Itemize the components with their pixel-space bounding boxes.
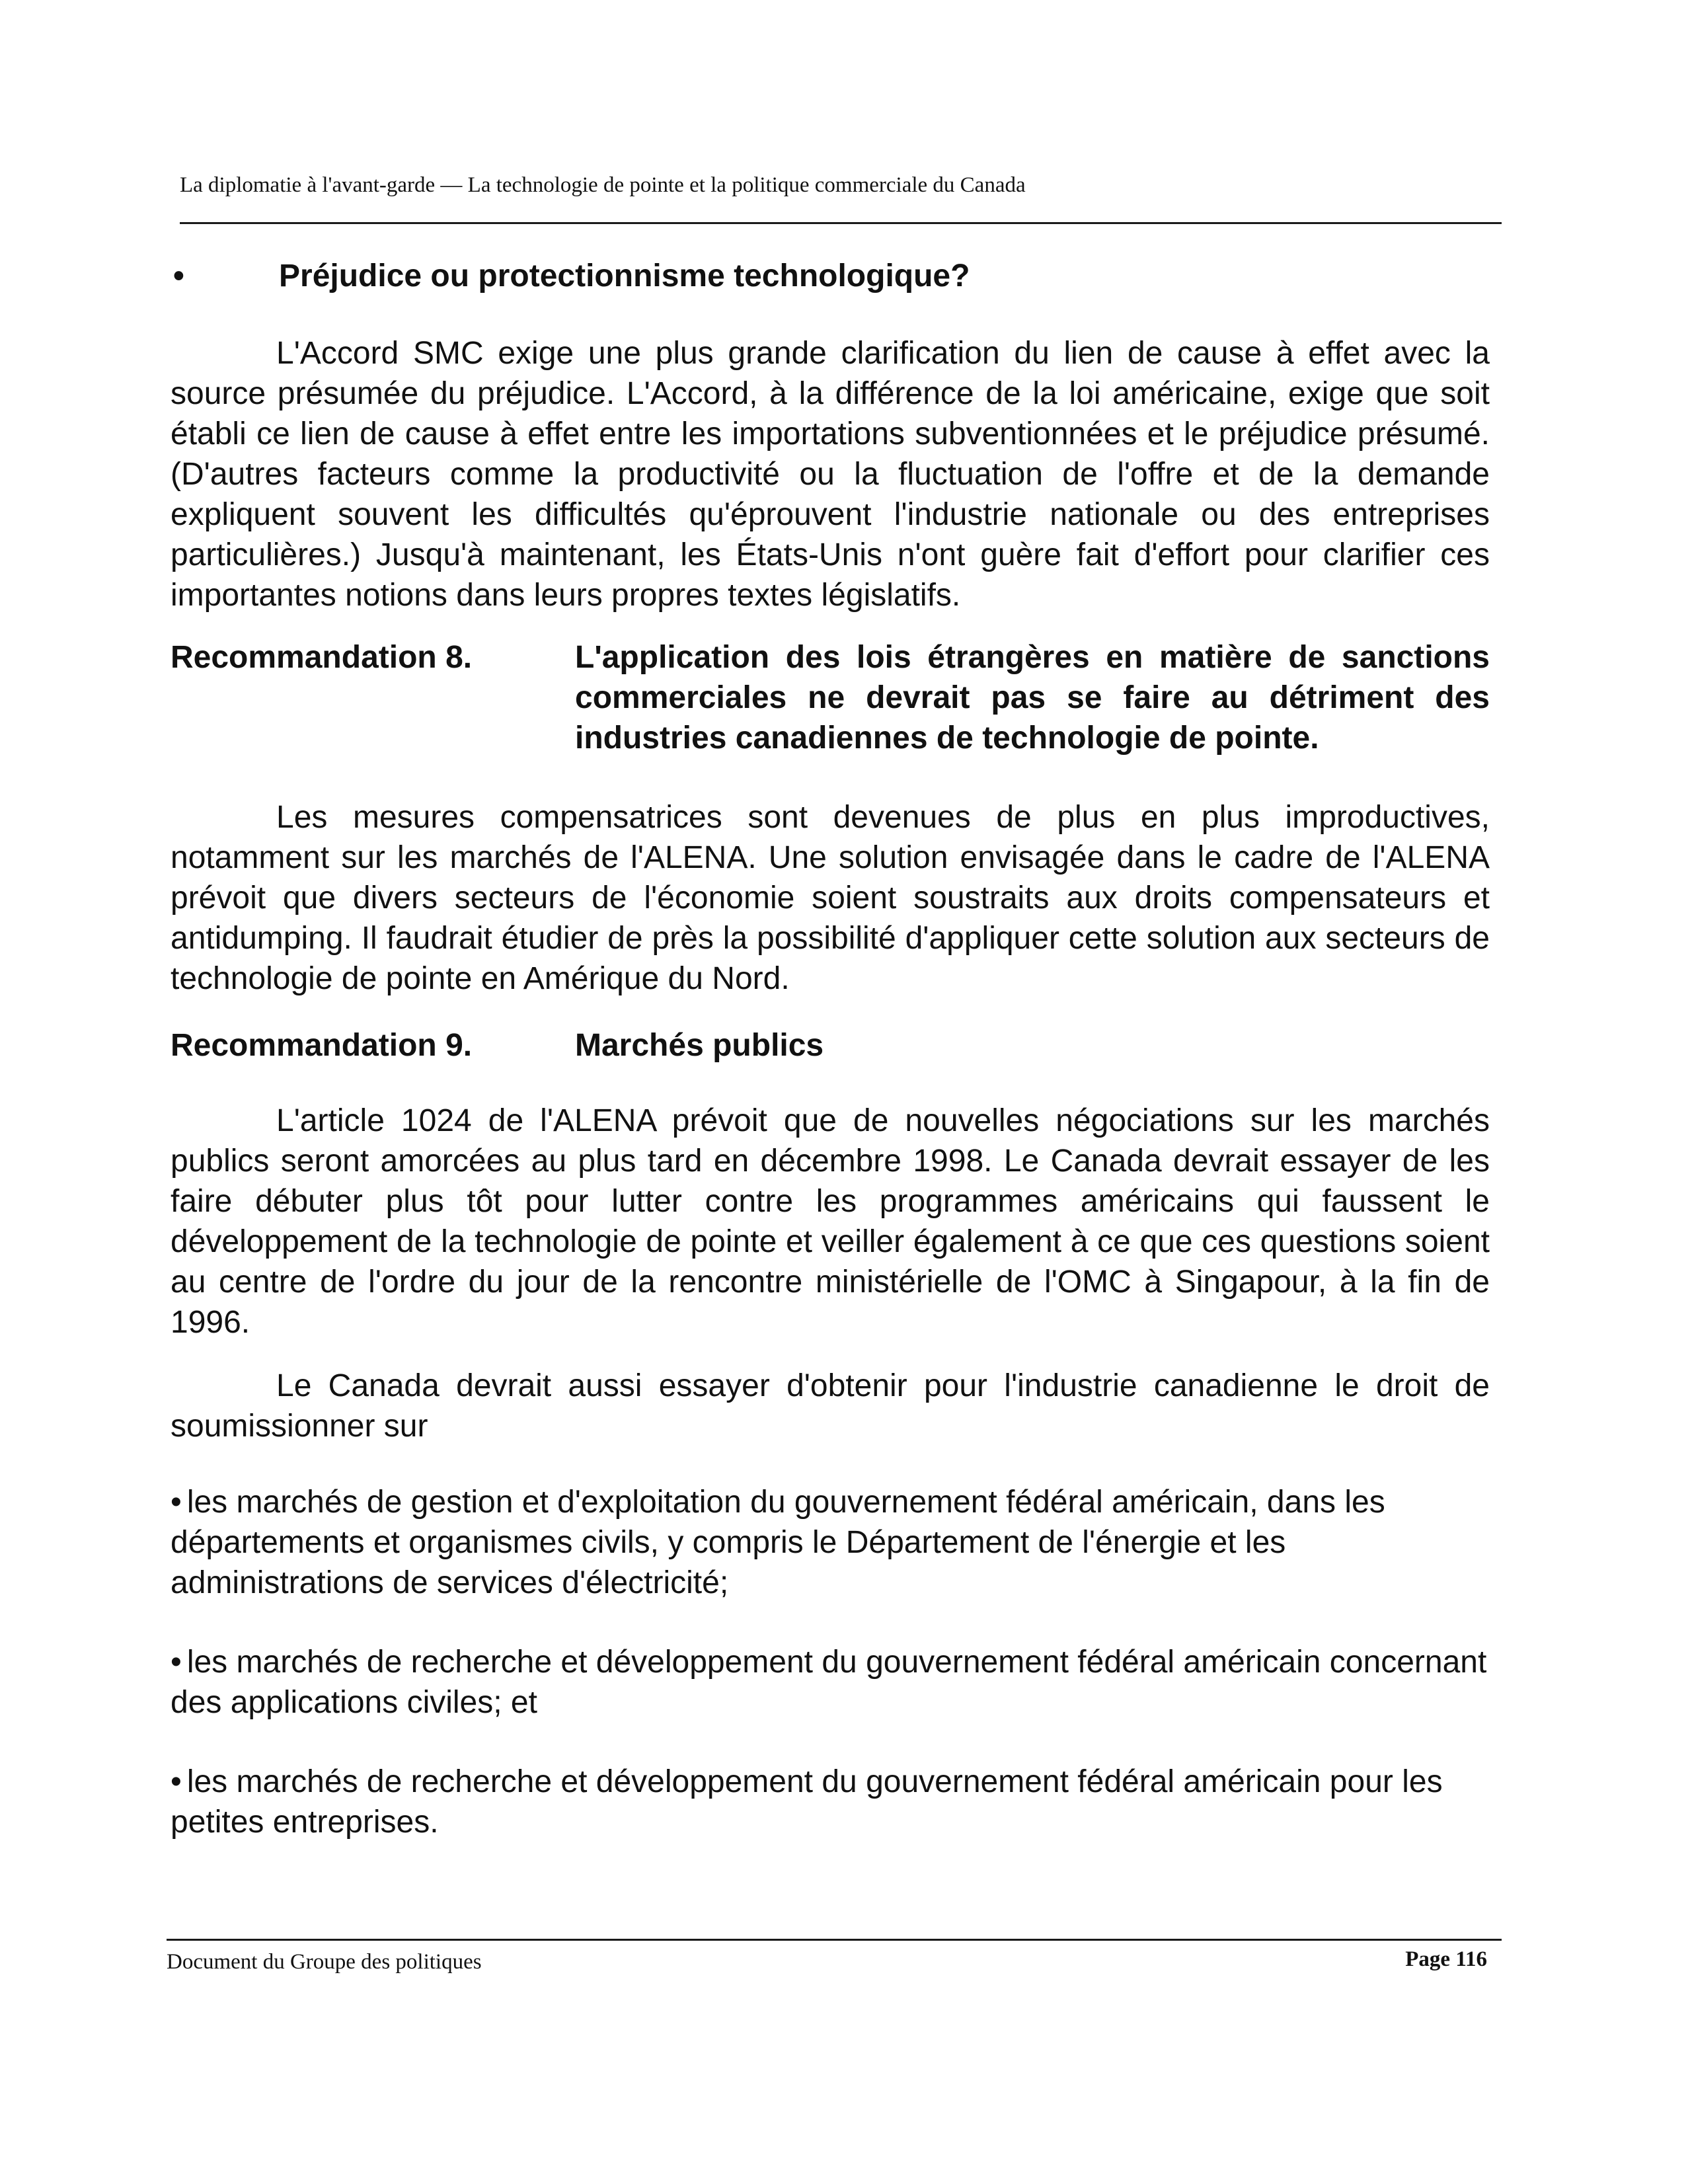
paragraph-1 (171, 333, 1490, 615)
list-item-text: les marchés de gestion et d'exploitation du gouvernement fédéral américain, dans les départements et organismes civils, y compris le Département de l'énergie et les administrations de services d'électricité; (171, 1485, 1385, 1600)
list-item (171, 1762, 1490, 1842)
paragraph-2-text: Les mesures compensatrices sont devenues de plus en plus improductives, notamment sur les marchés de l'ALENA. Une solution envisagée dans le cadre de l'ALENA prévoit que divers secteurs de l'économie soient soustraits aux droits compensateurs et antidumping. Il faudrait étudier de près la possibilité d'appliquer cette solution aux secteurs de technologie de pointe en Amérique du Nord. (171, 800, 1490, 996)
page-number: Page 116 (1405, 1947, 1487, 1971)
footer-document-title: Document du Groupe des politiques (167, 1950, 482, 1974)
list-item (171, 1482, 1490, 1603)
header-rule (180, 222, 1502, 224)
paragraph-4 (171, 1366, 1490, 1446)
recommendation-8-text: L'application des lois étrangères en matière de sanctions commerciales ne devrait pas se faire au détriment des industries canadiennes de technologie de pointe. (575, 640, 1490, 756)
paragraph-4-text: Le Canada devrait aussi essayer d'obtenir pour l'industrie canadienne le droit de soumissionner sur (171, 1368, 1490, 1444)
paragraph-2 (171, 797, 1490, 999)
bullet-icon: • (171, 1764, 182, 1799)
bullet-icon: • (173, 258, 184, 293)
paragraph-1-text: L'Accord SMC exige une plus grande clarification du lien de cause à effet avec la source présumée du préjudice. L'Accord, à la différence de la loi américaine, exige que soit établi ce lien de cause à effet entre les importations subventionnées et le préjudice présumé. (D'autres facteurs comme la productivité ou la fluctuation de l'offre et de la demande expliquent souvent les difficultés qu'éprouvent l'industrie nationale ou des entreprises particulières.) Jusqu'à maintenant, les États-Unis n'ont guère fait d'effort pour clarifier ces importantes notions dans leurs propres textes législatifs. (171, 336, 1490, 613)
bullet-icon: • (171, 1645, 182, 1680)
bullet-icon: • (171, 1485, 182, 1520)
recommendation-9-label: Recommandation 9. (171, 1028, 473, 1063)
footer-rule (167, 1939, 1502, 1941)
running-header: La diplomatie à l'avant-garde — La technologie de pointe et la politique commerciale du Canada (180, 173, 1026, 197)
paragraph-3 (171, 1101, 1490, 1343)
recommendation-9-text: Marchés publics (575, 1028, 824, 1063)
paragraph-3-text: L'article 1024 de l'ALENA prévoit que de nouvelles négociations sur les marchés publics seront amorcées au plus tard en décembre 1998. Le Canada devrait essayer de les faire débuter plus tôt pour lutter contre les programmes américains qui faussent le développement de la technologie de pointe et veiller également à ce que ces questions soient au centre de l'ordre du jour de la rencontre ministérielle de l'OMC à Singapour, à la fin de 1996. (171, 1103, 1490, 1340)
list-item-text: les marchés de recherche et développement du gouvernement fédéral américain pour les petites entreprises. (171, 1764, 1443, 1840)
list-item-text: les marchés de recherche et développement du gouvernement fédéral américain concernant des applications civiles; et (171, 1645, 1487, 1720)
recommendation-8-label: Recommandation 8. (171, 640, 473, 675)
section-heading-text: Préjudice ou protectionnisme technologique? (279, 258, 970, 293)
list-item (171, 1642, 1490, 1723)
